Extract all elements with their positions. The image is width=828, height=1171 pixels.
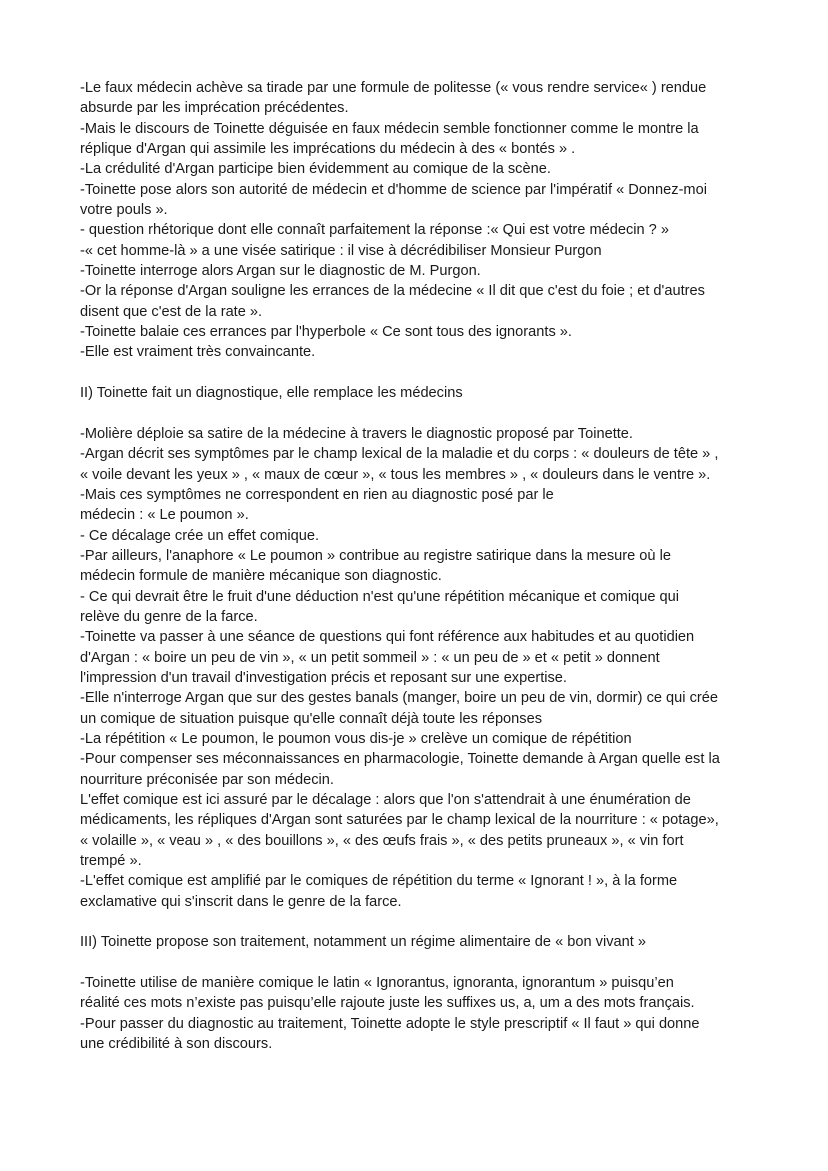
document-page bbox=[80, 78, 760, 1055]
text-line: -Pour passer du diagnostic au traitement, Toinette adopte le style prescriptif « Il faut » qui donne bbox=[80, 1015, 700, 1032]
text-line: trempé ». bbox=[80, 853, 142, 870]
text-line: -Molière déploie sa satire de la médecine à travers le diagnostic proposé par Toinette. bbox=[80, 425, 633, 442]
text-line: -Elle est vraiment très convaincante. bbox=[80, 344, 316, 361]
section-heading: III) Toinette propose son traitement, notamment un régime alimentaire de « bon vivant » bbox=[80, 934, 646, 951]
text-line: -Mais ces symptômes ne correspondent en rien au diagnostic posé par le bbox=[80, 486, 554, 503]
text-line: « volaille », « veau » , « des bouillons », « des œufs frais », « des petits pruneaux », « vin fort bbox=[80, 832, 684, 849]
text-line: une crédibilité à son discours. bbox=[80, 1036, 273, 1053]
text-line: -Toinette utilise de manière comique le latin « Ignorantus, ignoranta, ignorantum » puisqu’en bbox=[80, 975, 674, 992]
text-line: disent que c'est de la rate ». bbox=[80, 303, 263, 320]
text-line: d'Argan : « boire un peu de vin », « un petit sommeil » : « un peu de » et « petit » donnent bbox=[80, 649, 660, 666]
text-line: -Or la réponse d'Argan souligne les errances de la médecine « Il dit que c'est du foie ; et d'autres bbox=[80, 283, 705, 300]
text-line: -Mais le discours de Toinette déguisée en faux médecin semble fonctionner comme le montre la bbox=[80, 120, 699, 137]
text-line: -Le faux médecin achève sa tirade par une formule de politesse (« vous rendre service« ) rendue bbox=[80, 80, 707, 96]
text-line: un comique de situation puisque qu'elle connaît déjà toute les réponses bbox=[80, 710, 542, 727]
text-line: médecin : « Le poumon ». bbox=[80, 507, 249, 524]
text-line: exclamative qui s'inscrit dans le genre de la farce. bbox=[80, 893, 402, 910]
blank-line bbox=[80, 404, 760, 424]
text-line: nourriture préconisée par son médecin. bbox=[80, 771, 334, 788]
text-line: - Ce qui devrait être le fruit d'une déduction n'est qu'une répétition mécanique et comique qui bbox=[80, 588, 679, 605]
text-line: -Pour compenser ses méconnaissances en pharmacologie, Toinette demande à Argan quelle est la bbox=[80, 751, 720, 768]
text-line: médecin formule de manière mécanique son diagnostic. bbox=[80, 568, 442, 585]
text-line: -Argan décrit ses symptômes par le champ lexical de la maladie et du corps : « douleurs de tête » , bbox=[80, 446, 719, 463]
text-line: -Toinette balaie ces errances par l'hyperbole « Ce sont tous des ignorants ». bbox=[80, 324, 572, 341]
blank-line bbox=[80, 363, 760, 383]
text-line: -Toinette interroge alors Argan sur le diagnostic de M. Purgon. bbox=[80, 263, 481, 280]
text-line: l'impression d'un travail d'investigation précis et reposant sur une expertise. bbox=[80, 669, 567, 686]
text-line: médicaments, les répliques d'Argan sont saturées par le champ lexical de la nourriture : « potage», bbox=[80, 812, 719, 829]
text-line: -Elle n'interroge Argan que sur des gestes banals (manger, boire un peu de vin, dormir) ce qui crée bbox=[80, 690, 718, 707]
text-line: L'effet comique est ici assuré par le décalage : alors que l'on s'attendrait à une énumération de bbox=[80, 792, 691, 809]
section-heading: II) Toinette fait un diagnostique, elle remplace les médecins bbox=[80, 385, 463, 402]
text-line: -Par ailleurs, l'anaphore « Le poumon » contribue au registre satirique dans la mesure où le bbox=[80, 547, 671, 564]
text-line: réalité ces mots n’existe pas puisqu’elle rajoute juste les suffixes us, a, um a des mots français. bbox=[80, 995, 695, 1012]
text-line: - question rhétorique dont elle connaît parfaitement la réponse :« Qui est votre médecin ? » bbox=[80, 222, 669, 239]
blank-line bbox=[80, 912, 760, 932]
text-line: -La répétition « Le poumon, le poumon vous dis-je » crelève un comique de répétition bbox=[80, 731, 632, 747]
text-line: -Toinette pose alors son autorité de médecin et d'homme de science par l'impératif « Donnez-moi bbox=[80, 181, 707, 198]
text-line: votre pouls ». bbox=[80, 202, 168, 219]
text-line: réplique d'Argan qui assimile les imprécations du médecin à des « bontés » . bbox=[80, 141, 576, 158]
text-line: relève du genre de la farce. bbox=[80, 608, 258, 625]
text-line: -« cet homme-là » a une visée satirique : il vise à décrédibiliser Monsieur Purgon bbox=[80, 242, 602, 259]
blank-line bbox=[80, 953, 760, 973]
text-line: « voile devant les yeux » , « maux de cœur », « tous les membres » , « douleurs dans le ventre ». bbox=[80, 466, 711, 483]
text-line: -L'effet comique est amplifié par le comiques de répétition du terme « Ignorant ! », à la forme bbox=[80, 873, 678, 890]
text-line: -Toinette va passer à une séance de questions qui font référence aux habitudes et au quotidien bbox=[80, 629, 695, 646]
text-line: absurde par les imprécation précédentes. bbox=[80, 100, 349, 117]
text-line: - Ce décalage crée un effet comique. bbox=[80, 527, 320, 544]
text-line: -La crédulité d'Argan participe bien évidemment au comique de la scène. bbox=[80, 161, 551, 178]
